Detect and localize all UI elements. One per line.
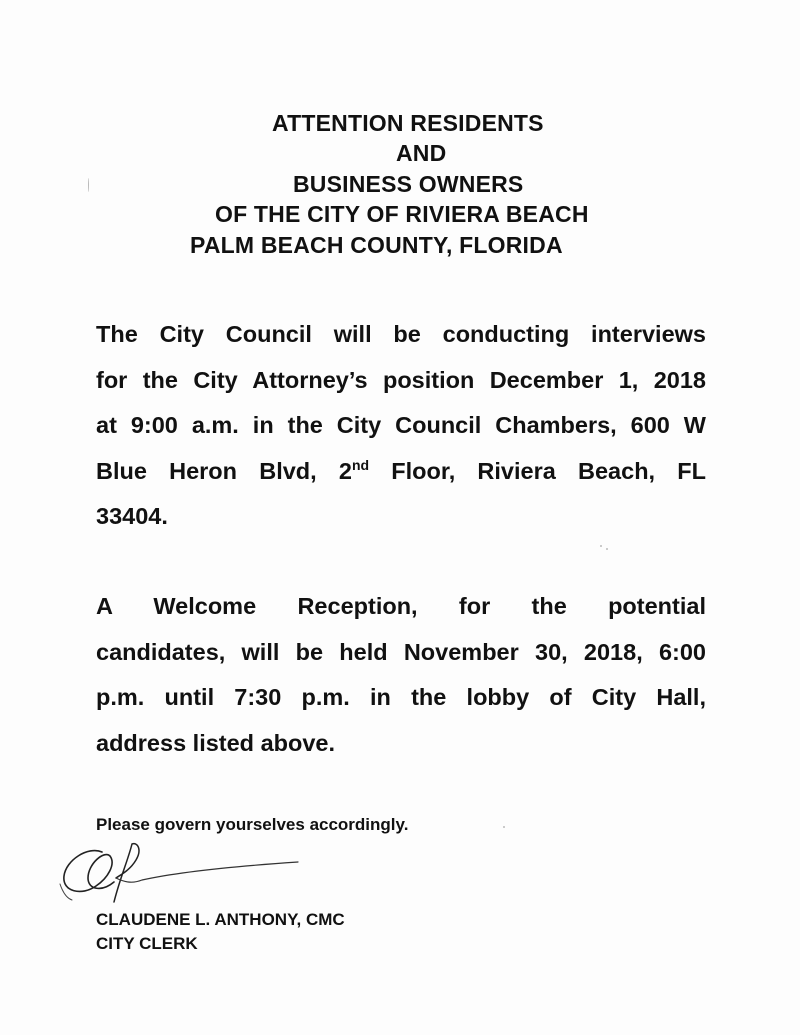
heading-line-5: PALM BEACH COUNTY, FLORIDA: [190, 232, 563, 258]
paragraph-1-line-4: [96, 457, 706, 485]
paragraph-2-line-1: A Welcome Reception, for the potential: [96, 593, 706, 619]
scan-speck: [503, 826, 505, 828]
ordinal-suffix: nd: [351, 457, 370, 473]
heading-line-4: OF THE CITY OF RIVIERA BEACH: [215, 201, 589, 227]
paragraph-2-line-2: candidates, will be held November 30, 2018, 6:00: [96, 639, 706, 665]
paragraph-1-line-2: for the City Attorney’s position December 1, 2018: [96, 367, 706, 393]
line-4-text-before: Blue Heron Blvd, 2: [96, 458, 352, 484]
scan-speck: [600, 545, 602, 547]
heading-line-1: ATTENTION RESIDENTS: [272, 110, 544, 136]
paragraph-1-line-1: The City Council will be conducting interviews: [96, 321, 706, 347]
signature-image: [58, 838, 308, 908]
signer-title: CITY CLERK: [96, 934, 198, 953]
scan-speck: [606, 548, 608, 550]
heading-line-3: BUSINESS OWNERS: [293, 171, 524, 197]
line-4-text-after: Floor, Riviera Beach, FL: [369, 458, 706, 484]
closing-line: Please govern yourselves accordingly.: [96, 815, 409, 834]
paragraph-1-line-5: 33404.: [96, 503, 168, 529]
heading-line-2: AND: [396, 140, 447, 166]
paragraph-2-line-4: address listed above.: [96, 730, 336, 756]
paragraph-1-line-3: at 9:00 a.m. in the City Council Chambers, 600 W: [96, 412, 706, 438]
signer-name: CLAUDENE L. ANTHONY, CMC: [96, 910, 345, 929]
paragraph-2-line-3: p.m. until 7:30 p.m. in the lobby of City Hall,: [96, 684, 706, 710]
scan-speck: [88, 178, 89, 192]
